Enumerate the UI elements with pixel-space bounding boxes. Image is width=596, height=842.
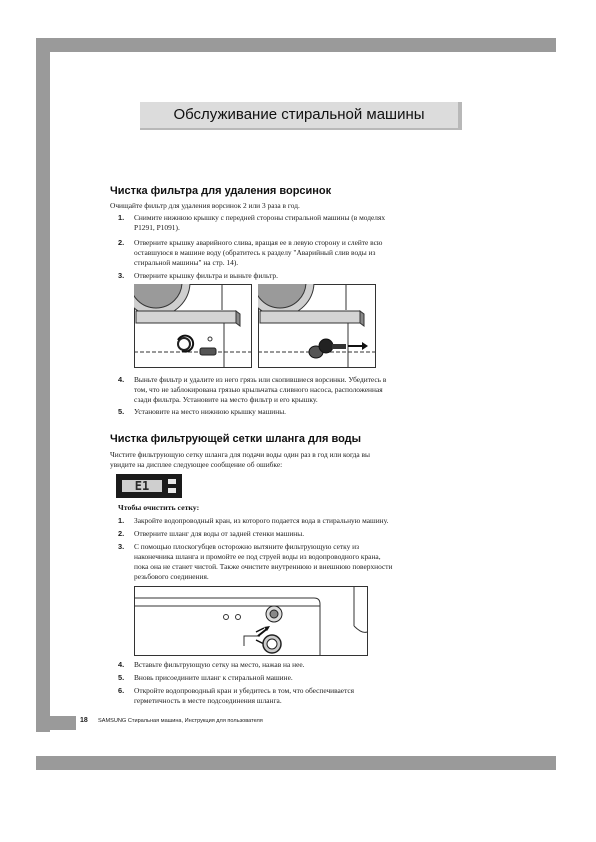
step-text: Установите на место нижнюю крышку машины.: [134, 407, 287, 416]
page-title: Обслуживание стиральной машины: [173, 106, 425, 123]
section1-heading: Чистка фильтра для удаления ворсинок: [110, 185, 332, 197]
filter-removal-illustration-right: [258, 284, 376, 368]
page-frame-top: [36, 38, 556, 52]
section1-intro: Очищайте фильтр для удаления ворсинок 2 или 3 раза в год.: [110, 201, 300, 210]
step-text: Отверните крышку фильтра и выньте фильтр.: [134, 271, 278, 280]
section2-intro: Чистите фильтрующую сетку шланга для подачи воды один раз в год или когда вы: [110, 450, 370, 459]
step-number: 3.: [118, 271, 125, 280]
filter-cover-illustration-left: [134, 284, 252, 368]
page-frame-left: [36, 38, 50, 732]
step-text: стиральной машины" на стр. 14).: [134, 258, 239, 267]
step-text: Вставьте фильтрующую сетку на место, нажав на нее.: [134, 660, 305, 669]
error-code: E1: [134, 479, 150, 493]
step-number: 1.: [118, 213, 125, 222]
hose-filter-illustration: [134, 586, 368, 656]
step-number: 4.: [118, 660, 125, 669]
section2-intro: увидите на дисплее следующее сообщение об ошибке:: [110, 460, 283, 469]
step-text: Откройте водопроводный кран и убедитесь в том, что обеспечивается: [134, 686, 355, 695]
error-display-indicator: [168, 479, 176, 484]
step-number: 3.: [118, 542, 125, 551]
step-number: 4.: [118, 375, 125, 384]
page-frame-bottom: [36, 756, 556, 770]
step-text: резьбового соединения.: [134, 572, 209, 581]
step-text: оставшуюся в машине воду (обратитесь к разделу "Аварийный слив воды из: [134, 248, 376, 257]
step-text: наконечника шланга и промойте ее под струей воды из водопроводного крана,: [134, 552, 381, 561]
step-number: 5.: [118, 673, 125, 682]
step-text: Закройте водопроводный кран, из которого подается вода в стиральную машину.: [134, 516, 389, 525]
step-text: Снимите нижнюю крышку с передней стороны стиральной машины (в моделях: [134, 213, 386, 222]
footer-bar: [36, 716, 76, 730]
step-number: 2.: [118, 529, 125, 538]
section2-subheading: Чтобы очистить сетку:: [118, 503, 200, 512]
step-text: P1291, P1091).: [134, 223, 180, 232]
step-text: С помощью плоскогубцев осторожно вытяните фильтрующую сетку из: [134, 542, 360, 551]
error-display: [116, 474, 182, 498]
step-text: Вновь присоедините шланг к стиральной машине.: [134, 673, 293, 682]
step-text: Отверните шланг для воды от задней стенки машины.: [134, 529, 305, 538]
step-text: сзади фильтра. Установите на место фильтр и его крышку.: [134, 395, 318, 404]
step-text: Выньте фильтр и удалите из него грязь или скопившиеся ворсинки. Убедитесь в: [134, 375, 387, 384]
step-text: том, что не заблокирована грязью крыльчатка сливного насоса, расположенная: [134, 385, 383, 394]
step-number: 1.: [118, 516, 125, 525]
step-text: герметичность в месте подсоединения шланга.: [134, 696, 282, 705]
step-number: 2.: [118, 238, 125, 247]
error-display-indicator: [168, 488, 176, 493]
step-text: Отверните крышку аварийного слива, вращая ее в левую сторону и слейте всю: [134, 238, 383, 247]
step-number: 5.: [118, 407, 125, 416]
section2-heading: Чистка фильтрующей сетки шланга для воды: [110, 433, 362, 445]
step-number: 6.: [118, 686, 125, 695]
step-text: пока она не станет чистой. Также очистите внутреннюю и внешнюю поверхности: [134, 562, 393, 571]
page-number: 18: [80, 717, 88, 724]
footer-text: SAMSUNG Стиральная машина, Инструкция для пользователя: [98, 718, 263, 724]
